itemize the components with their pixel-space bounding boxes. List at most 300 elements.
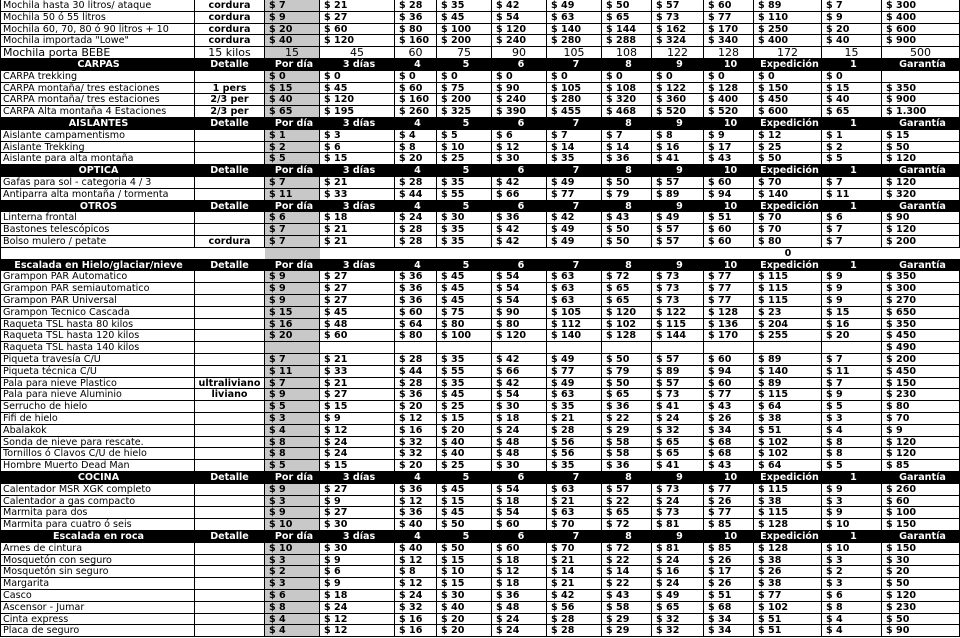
price-cell: $ 12	[320, 425, 395, 437]
expedition-price-cell: Expedición	[754, 118, 822, 130]
price-cell: $ 73	[652, 283, 704, 295]
price-cell: $ 6	[822, 212, 882, 224]
deposit-cell: $ 150	[882, 543, 960, 555]
price-cell: $ 128	[704, 307, 754, 319]
detail-cell	[195, 177, 265, 189]
price-cell: $ 63	[547, 507, 602, 519]
price-cell: 6	[492, 472, 547, 484]
price-cell: $ 63	[547, 12, 602, 24]
deposit-cell	[882, 71, 960, 83]
price-cell: $ 24	[320, 437, 395, 449]
price-cell: 6	[492, 201, 547, 213]
deposit-cell: $ 120	[882, 448, 960, 460]
price-per-day-cell: $ 40	[265, 94, 320, 106]
detail-cell	[195, 354, 265, 366]
section-header-row	[0, 260, 960, 272]
expedition-price-cell: $ 70	[754, 224, 822, 236]
deposit-cell: $ 100	[882, 507, 960, 519]
price-cell	[652, 342, 704, 354]
price-cell: $ 51	[704, 212, 754, 224]
detail-cell	[195, 425, 265, 437]
price-cell: $ 30	[437, 212, 492, 224]
price-cell: 1	[822, 118, 882, 130]
price-cell: 9	[652, 201, 704, 213]
price-cell: $ 89	[652, 366, 704, 378]
price-cell: $ 49	[547, 224, 602, 236]
deposit-cell: $ 350	[882, 83, 960, 95]
price-cell: $ 8	[822, 437, 882, 449]
price-cell: $ 15	[437, 555, 492, 567]
price-cell: $ 9	[822, 295, 882, 307]
expedition-price-cell: $ 25	[754, 142, 822, 154]
price-per-day-cell: $ 7	[265, 378, 320, 390]
price-cell: 10	[704, 201, 754, 213]
price-cell: $ 80	[492, 319, 547, 331]
expedition-price-cell: Expedición	[754, 260, 822, 272]
price-per-day-cell: $ 65	[265, 106, 320, 118]
expedition-price-cell: $ 0	[754, 71, 822, 83]
item-name: Mosquetón sin seguro	[0, 566, 195, 578]
deposit-cell: $ 300	[882, 283, 960, 295]
price-cell: $ 42	[492, 0, 547, 12]
price-cell: $ 54	[492, 283, 547, 295]
price-cell: 4	[395, 201, 437, 213]
price-cell: $ 51	[704, 590, 754, 602]
deposit-cell: $ 120	[882, 224, 960, 236]
price-cell: $ 48	[492, 602, 547, 614]
table-row	[0, 177, 960, 189]
price-cell: $ 105	[547, 307, 602, 319]
price-cell: 9	[652, 165, 704, 177]
detail-cell: Detalle	[195, 531, 265, 543]
price-per-day-cell: $ 7	[265, 236, 320, 248]
price-cell: $ 3	[822, 555, 882, 567]
table-row	[0, 24, 960, 36]
price-cell: $ 21	[320, 378, 395, 390]
price-cell: $ 35	[437, 224, 492, 236]
price-cell: $ 128	[602, 330, 652, 342]
price-cell: $ 49	[547, 378, 602, 390]
item-name: Hombre Muerto Dead Man	[0, 460, 195, 472]
table-row	[0, 71, 960, 83]
price-cell: $ 36	[395, 295, 437, 307]
item-name: Bolso mulero / petate	[0, 236, 195, 248]
detail-cell	[195, 153, 265, 165]
price-cell: $ 36	[492, 590, 547, 602]
price-cell: $ 45	[320, 307, 395, 319]
detail-cell: cordura	[195, 0, 265, 12]
table-row	[0, 578, 960, 590]
price-cell: $ 27	[320, 271, 395, 283]
price-cell: $ 60	[704, 236, 754, 248]
price-cell	[822, 248, 882, 260]
price-cell: $ 30	[437, 590, 492, 602]
price-cell: $ 280	[547, 94, 602, 106]
price-cell	[704, 248, 754, 260]
section-header-row	[0, 165, 960, 177]
price-cell: $ 30	[320, 519, 395, 531]
price-cell: $ 32	[395, 602, 437, 614]
price-cell: $ 65	[602, 507, 652, 519]
expedition-price-cell: $ 64	[754, 460, 822, 472]
price-cell: $ 50	[602, 236, 652, 248]
price-cell	[652, 248, 704, 260]
price-cell	[492, 248, 547, 260]
price-cell: 128	[704, 47, 754, 59]
expedition-price-cell: $ 70	[754, 212, 822, 224]
price-cell: $ 9	[822, 12, 882, 24]
price-per-day-cell: $ 3	[265, 578, 320, 590]
price-cell: $ 21	[320, 354, 395, 366]
expedition-price-cell: $ 51	[754, 614, 822, 626]
price-cell: 7	[547, 531, 602, 543]
price-cell: $ 9	[320, 578, 395, 590]
price-cell: $ 27	[320, 484, 395, 496]
item-name: Serrucho de hielo	[0, 401, 195, 413]
item-name: Sonda de nieve para rescate.	[0, 437, 195, 449]
price-cell: 105	[547, 47, 602, 59]
price-cell: 1	[822, 201, 882, 213]
item-name: Aislante Trekking	[0, 142, 195, 154]
detail-cell	[195, 543, 265, 555]
price-cell: $ 57	[652, 177, 704, 189]
deposit-cell: $ 90	[882, 625, 960, 637]
detail-cell	[195, 507, 265, 519]
table-row	[0, 153, 960, 165]
price-cell: $ 65	[602, 389, 652, 401]
price-cell: $ 18	[492, 578, 547, 590]
price-cell: $ 40	[437, 437, 492, 449]
price-per-day-cell: $ 5	[265, 460, 320, 472]
price-cell: $ 22	[602, 578, 652, 590]
price-per-day-cell: $ 9	[265, 283, 320, 295]
table-row	[0, 142, 960, 154]
expedition-price-cell: $ 70	[754, 177, 822, 189]
table-row	[0, 543, 960, 555]
price-cell: $ 66	[492, 189, 547, 201]
price-cell	[547, 342, 602, 354]
deposit-cell: $ 270	[882, 295, 960, 307]
price-cell: $ 15	[437, 496, 492, 508]
price-cell: $ 240	[492, 94, 547, 106]
price-cell: $ 42	[492, 236, 547, 248]
detail-cell	[195, 413, 265, 425]
price-cell: $ 81	[652, 543, 704, 555]
expedition-price-cell: $ 115	[754, 295, 822, 307]
price-per-day-cell: Por día	[265, 118, 320, 130]
table-row	[0, 625, 960, 637]
table-row	[0, 283, 960, 295]
price-cell: 90	[492, 47, 547, 59]
expedition-price-cell: $ 140	[754, 366, 822, 378]
price-cell: 6	[492, 59, 547, 71]
price-cell: $ 28	[395, 236, 437, 248]
deposit-cell: $ 20	[882, 566, 960, 578]
price-cell: $ 9	[822, 389, 882, 401]
price-cell: $ 122	[652, 83, 704, 95]
table-row	[0, 519, 960, 531]
section-title: COCINA	[0, 472, 195, 484]
deposit-cell: $ 90	[882, 212, 960, 224]
price-cell: $ 42	[547, 590, 602, 602]
price-cell: $ 400	[704, 94, 754, 106]
price-cell: $ 140	[547, 330, 602, 342]
price-cell: $ 48	[492, 448, 547, 460]
detail-cell	[195, 448, 265, 460]
deposit-cell: Garantía	[882, 531, 960, 543]
price-cell: $ 18	[492, 496, 547, 508]
price-cell: $ 49	[547, 354, 602, 366]
price-cell: $ 340	[704, 35, 754, 47]
price-cell	[822, 342, 882, 354]
price-cell: 10	[704, 165, 754, 177]
expedition-price-cell: $ 23	[754, 307, 822, 319]
price-cell: $ 32	[395, 437, 437, 449]
price-cell: $ 7	[822, 0, 882, 12]
price-cell: $ 54	[492, 484, 547, 496]
price-cell: $ 3	[320, 130, 395, 142]
item-name: CARPA trekking	[0, 71, 195, 83]
price-cell: 4	[395, 472, 437, 484]
price-cell: $ 195	[320, 106, 395, 118]
price-cell: $ 45	[437, 295, 492, 307]
deposit-cell: Garantía	[882, 201, 960, 213]
price-cell: $ 15	[320, 401, 395, 413]
price-cell: $ 30	[320, 543, 395, 555]
price-cell: $ 18	[320, 590, 395, 602]
price-per-day-cell: Por día	[265, 59, 320, 71]
item-name: Mosquetón con seguro	[0, 555, 195, 567]
detail-cell: cordura	[195, 236, 265, 248]
deposit-cell: $ 320	[882, 189, 960, 201]
price-cell: $ 18	[320, 212, 395, 224]
item-name: Raqueta TSL hasta 120 kilos	[0, 330, 195, 342]
detail-cell: Detalle	[195, 118, 265, 130]
table-row	[0, 0, 960, 12]
detail-cell	[195, 342, 265, 354]
price-cell: $ 20	[395, 401, 437, 413]
price-cell: $ 6	[822, 590, 882, 602]
deposit-cell: Garantía	[882, 118, 960, 130]
deposit-cell: Garantía	[882, 165, 960, 177]
price-cell: $ 27	[320, 283, 395, 295]
detail-cell: Detalle	[195, 165, 265, 177]
deposit-cell: $ 50	[882, 614, 960, 626]
price-cell: $ 2	[822, 566, 882, 578]
spacer-row	[0, 248, 960, 260]
price-cell: $ 29	[602, 425, 652, 437]
price-per-day-cell	[265, 248, 320, 260]
price-cell: $ 65	[602, 295, 652, 307]
price-cell: $ 144	[602, 24, 652, 36]
price-cell: $ 20	[822, 24, 882, 36]
price-cell: 9	[652, 59, 704, 71]
deposit-cell: $ 600	[882, 24, 960, 36]
price-cell: $ 9	[822, 484, 882, 496]
price-cell: $ 57	[652, 378, 704, 390]
deposit-cell: Garantía	[882, 260, 960, 272]
expedition-price-cell: $ 115	[754, 389, 822, 401]
price-cell: $ 7	[822, 236, 882, 248]
price-cell: $ 34	[704, 425, 754, 437]
price-cell: 9	[652, 531, 704, 543]
price-per-day-cell: $ 10	[265, 519, 320, 531]
price-cell: $ 136	[704, 319, 754, 331]
price-cell: 7	[547, 201, 602, 213]
price-cell: $ 77	[704, 271, 754, 283]
price-cell	[437, 342, 492, 354]
expedition-price-cell: $ 51	[754, 625, 822, 637]
price-cell: 1	[822, 165, 882, 177]
price-cell: $ 24	[320, 602, 395, 614]
detail-cell: ultraliviano	[195, 378, 265, 390]
price-cell: $ 45	[437, 484, 492, 496]
price-cell: $ 20	[437, 614, 492, 626]
section-header-row	[0, 472, 960, 484]
price-cell: $ 24	[652, 496, 704, 508]
price-cell: $ 80	[395, 330, 437, 342]
price-cell: $ 162	[652, 24, 704, 36]
detail-cell: 1 pers	[195, 83, 265, 95]
price-cell: $ 79	[602, 366, 652, 378]
detail-cell	[195, 71, 265, 83]
price-cell: $ 94	[704, 189, 754, 201]
price-per-day-cell: $ 15	[265, 83, 320, 95]
price-cell: $ 12	[395, 578, 437, 590]
price-cell: $ 520	[652, 106, 704, 118]
price-cell: $ 0	[704, 71, 754, 83]
price-cell: $ 16	[822, 319, 882, 331]
price-cell: 1	[822, 531, 882, 543]
price-cell: $ 2	[822, 142, 882, 154]
table-row	[0, 366, 960, 378]
item-name: Abalakok	[0, 425, 195, 437]
price-cell: $ 26	[704, 555, 754, 567]
detail-cell	[195, 496, 265, 508]
price-cell: 3 días	[320, 260, 395, 272]
expedition-price-cell: $ 115	[754, 283, 822, 295]
price-cell: $ 50	[602, 354, 652, 366]
price-cell: $ 122	[652, 307, 704, 319]
price-cell: $ 50	[602, 177, 652, 189]
item-name: Grampon PAR Universal	[0, 295, 195, 307]
price-cell: 4	[395, 165, 437, 177]
price-cell: $ 60	[704, 0, 754, 12]
item-name: Ascensor - Jumar	[0, 602, 195, 614]
price-per-day-cell: $ 6	[265, 212, 320, 224]
item-name: Raqueta TSL hasta 80 kilos	[0, 319, 195, 331]
price-cell: $ 41	[652, 153, 704, 165]
price-cell: $ 36	[395, 389, 437, 401]
expedition-price-cell: $ 115	[754, 507, 822, 519]
section-title: AISLANTES	[0, 118, 195, 130]
price-cell: $ 49	[652, 590, 704, 602]
price-cell: $ 40	[437, 448, 492, 460]
price-cell	[437, 248, 492, 260]
price-cell: $ 5	[822, 153, 882, 165]
price-cell: $ 5	[822, 460, 882, 472]
price-cell: $ 45	[437, 12, 492, 24]
detail-cell	[195, 590, 265, 602]
deposit-cell: $ 120	[882, 437, 960, 449]
price-cell: 75	[437, 47, 492, 59]
expedition-price-cell: $ 102	[754, 437, 822, 449]
item-name: Bastones telescópicos	[0, 224, 195, 236]
detail-cell: cordura	[195, 12, 265, 24]
price-cell	[704, 342, 754, 354]
price-cell: $ 49	[547, 177, 602, 189]
deposit-cell: $ 900	[882, 94, 960, 106]
price-cell: $ 85	[704, 519, 754, 531]
price-cell: $ 60	[704, 354, 754, 366]
price-cell: $ 21	[320, 0, 395, 12]
price-cell: $ 32	[652, 625, 704, 637]
price-cell: $ 24	[652, 555, 704, 567]
deposit-cell: 500	[882, 47, 960, 59]
table-row	[0, 413, 960, 425]
price-cell: $ 1	[822, 130, 882, 142]
price-cell: $ 73	[652, 12, 704, 24]
item-name: Piqueta travesía C/U	[0, 354, 195, 366]
item-name: Mochila hasta 30 litros/ ataque	[0, 0, 195, 12]
price-cell: $ 18	[492, 413, 547, 425]
detail-cell	[195, 578, 265, 590]
price-cell: $ 94	[704, 366, 754, 378]
price-cell: $ 54	[492, 295, 547, 307]
price-cell: $ 9	[822, 283, 882, 295]
deposit-cell: $ 650	[882, 307, 960, 319]
price-cell: $ 63	[547, 484, 602, 496]
price-cell: $ 20	[395, 460, 437, 472]
table-row	[0, 295, 960, 307]
expedition-price-cell: $ 204	[754, 319, 822, 331]
price-per-day-cell: $ 7	[265, 0, 320, 12]
price-cell: 6	[492, 118, 547, 130]
deposit-cell: $ 150	[882, 519, 960, 531]
deposit-cell	[882, 248, 960, 260]
expedition-price-cell: $ 140	[754, 189, 822, 201]
expedition-price-cell: Expedición	[754, 59, 822, 71]
price-cell: $ 58	[602, 602, 652, 614]
price-cell: $ 24	[652, 578, 704, 590]
price-cell: $ 28	[395, 378, 437, 390]
deposit-cell: $ 300	[882, 0, 960, 12]
table-row	[0, 590, 960, 602]
price-cell: $ 35	[437, 354, 492, 366]
price-cell: $ 3	[822, 496, 882, 508]
price-cell: $ 49	[652, 212, 704, 224]
detail-cell	[195, 295, 265, 307]
price-cell	[395, 342, 437, 354]
price-cell: $ 50	[602, 0, 652, 12]
price-cell: $ 45	[437, 389, 492, 401]
price-cell: $ 81	[652, 519, 704, 531]
item-name: Gafas para sol - categoria 4 / 3	[0, 177, 195, 189]
price-cell: $ 11	[822, 189, 882, 201]
price-cell: $ 22	[602, 496, 652, 508]
price-cell: $ 58	[602, 448, 652, 460]
price-cell: $ 45	[437, 283, 492, 295]
price-cell: $ 9	[822, 271, 882, 283]
price-cell: $ 144	[652, 330, 704, 342]
price-cell: 7	[547, 260, 602, 272]
price-per-day-cell: $ 9	[265, 271, 320, 283]
price-cell: $ 260	[395, 106, 437, 118]
price-cell: 60	[395, 47, 437, 59]
price-cell: 4	[395, 118, 437, 130]
price-cell: $ 4	[822, 625, 882, 637]
price-per-day-cell	[265, 342, 320, 354]
